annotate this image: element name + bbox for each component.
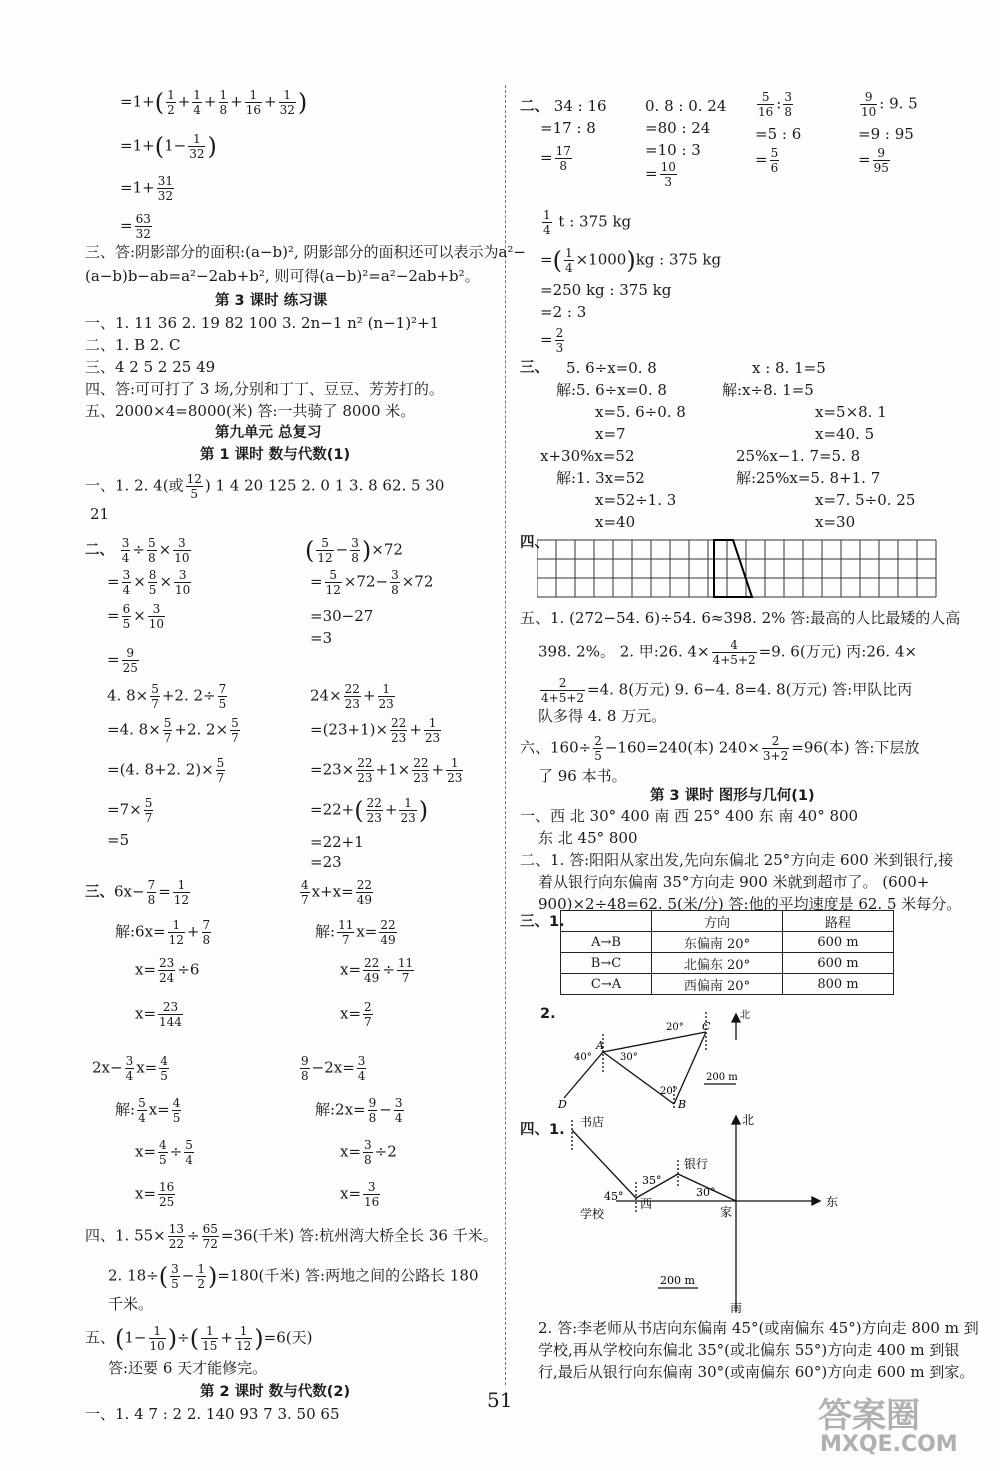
ratio-line: = $\frac{2}{3}$ [540, 326, 564, 355]
eq-line: 25%x−1. 7=5. 8 [736, 447, 861, 465]
eq-line: x=52÷1. 3 [595, 491, 677, 509]
eq-line: 解:2x= $\frac{9}{8}$ − $\frac{3}{4}$ [315, 1096, 403, 1125]
calc-line: =30−27 [310, 607, 374, 625]
eq-line: 三、6x− $\frac{7}{8}$ = $\frac{1}{12}$ [85, 878, 190, 907]
answer-line: 东 北 45° 800 [538, 829, 638, 847]
table-header-cell: 路程 [783, 911, 894, 932]
home-label: 家 [720, 1205, 733, 1219]
angle-label: 45° [604, 1190, 624, 1203]
ratio-line: =80 : 24 [645, 119, 711, 137]
eq-line: x=7. 5÷0. 25 [815, 491, 916, 509]
calc-line: =23 [310, 853, 342, 871]
answer-line: 2. 18÷( $\frac{3}{5}$ − $\frac{1}{2}$ )=180(千米) 答:两地之间的公路长 180 [108, 1262, 479, 1291]
eq-line: x=7 [595, 425, 626, 443]
ratio-line: = $\frac{5}{6}$ [755, 146, 779, 175]
eq-line: x= $\frac{3}{16}$ [340, 1180, 380, 1209]
calc-line: = $\frac{3}{4}$ × $\frac{8}{5}$ × $\frac{3}{10}$ [107, 568, 191, 597]
eq-line: x=5. 6÷0. 8 [595, 403, 686, 421]
calc-line: =1+( $\frac{1}{2}$ + $\frac{1}{4}$ + $\frac{1}{8}$ + $\frac{1}{16}$ + $\frac{1}{32}$ ) [120, 88, 308, 117]
table-row [561, 974, 894, 995]
scale-label: 200 m [706, 1072, 738, 1083]
answer-line: 一、西 北 30° 400 南 西 25° 400 东 南 40° 800 [520, 807, 859, 825]
table-cell: 西偏南 20° [652, 974, 783, 995]
eq-line: 解: $\frac{5}{4}$ x= $\frac{4}{5}$ [115, 1096, 181, 1125]
q4-label: 四、 [520, 535, 549, 551]
eq-line: x= $\frac{22}{49}$ ÷ $\frac{11}{7}$ [340, 956, 414, 985]
ratio-line: =2 : 3 [540, 303, 587, 321]
eq-line: x : 8. 1=5 [752, 359, 826, 377]
eq-line: 解:6x= $\frac{1}{12}$ + $\frac{7}{8}$ [115, 918, 211, 947]
calc-line: =5 [107, 831, 130, 849]
unit9-title: 第九单元 总复习 [215, 425, 322, 441]
eq-line: 解:5. 6÷x=0. 8 [556, 381, 667, 399]
table-cell: B→C [561, 953, 652, 974]
answer-line: 千米。 [108, 1295, 154, 1313]
answer-line: 二、1. B 2. C [85, 336, 181, 354]
eq-line: $\frac{9}{8}$ −2x= $\frac{3}{4}$ [301, 1054, 366, 1083]
eq-line: 2x− $\frac{3}{4}$ x= $\frac{4}{5}$ [92, 1054, 168, 1083]
answer-line: 答:还要 6 天才能修完。 [108, 1359, 268, 1377]
lesson3-title: 第 3 课时 练习课 [215, 293, 328, 309]
ratio-line: 0. 8 : 0. 24 [645, 97, 727, 115]
calc-line: = $\frac{6}{5}$ × $\frac{3}{10}$ [107, 602, 165, 631]
school-label: 学校 [580, 1207, 605, 1221]
answer-line: 2. 答:李老师从书店向东偏南 45°(或南偏东 45°)方向走 800 m 到 [538, 1319, 979, 1337]
calc-line: =1+(1− $\frac{1}{32}$ ) [120, 132, 217, 161]
calc-line: 24× $\frac{22}{23}$ + $\frac{1}{23}$ [310, 682, 394, 711]
eq-line: x=40. 5 [815, 425, 875, 443]
answer-line: 900)×2÷48=62. 5(米/分) 答:他的平均速度是 62. 5 米每分。 [538, 895, 962, 913]
calc-line: =23× $\frac{22}{23}$ +1× $\frac{22}{23}$ + $\frac{1}{23}$ [310, 756, 463, 785]
answer-line: 五、2000×4=8000(米) 答:一共骑了 8000 米。 [85, 402, 416, 420]
point-c-label: C [702, 1020, 711, 1033]
table-cell: 800 m [783, 974, 894, 995]
q3-label: 三、 [520, 360, 549, 376]
table-cell: A→B [561, 932, 652, 953]
answer-line: 21 [90, 505, 110, 523]
calc-line: = $\frac{63}{32}$ [120, 212, 151, 241]
grid-figure [537, 535, 940, 603]
bookstore-label: 书店 [580, 1115, 605, 1129]
ratio-line: =9 : 95 [858, 125, 914, 143]
calc-line: =4. 8× $\frac{5}{7}$ +2. 2× $\frac{5}{7}$ [107, 716, 239, 745]
eq-line: $\frac{4}{7}$ x+x= $\frac{22}{49}$ [301, 878, 372, 907]
eq-line: 5. 6÷x=0. 8 [566, 359, 657, 377]
answer-line: 五、1. (272−54. 6)÷54. 6≈398. 2% 答:最高的人比最矮的人高 [520, 609, 961, 627]
angle-label: 30° [620, 1052, 638, 1063]
answer-line: 六、160÷ $\frac{2}{5}$ −160=240(本) 240× $\frac{2}{3+2}$ =96(本) 答:下层放 [520, 734, 920, 763]
eq-line: x= $\frac{16}{25}$ [135, 1180, 175, 1209]
answer-line: 五、(1− $\frac{1}{10}$ )÷( $\frac{1}{15}$ + $\frac{1}{12}$ )=6(天) [85, 1324, 313, 1353]
angle-label: 40° [574, 1052, 592, 1063]
lesson1-title: 第 1 课时 数与代数(1) [200, 447, 351, 463]
answer-line: 一、1. 4 7 : 2 2. 140 93 7 3. 50 65 [85, 1405, 340, 1423]
eq-line: 解:x÷8. 1=5 [722, 381, 814, 399]
point-d-label: D [558, 1098, 567, 1111]
answer-line: 着从银行向东偏南 35°方向走 900 米就到超市了。 (600+ [538, 873, 930, 891]
watermark-url: MXQE.COM [820, 1432, 958, 1457]
calc-line: =1+ $\frac{31}{32}$ [120, 174, 173, 203]
eq-line: 解:25%x=5. 8+1. 7 [736, 469, 881, 487]
calc-line: ( $\frac{5}{12}$ − $\frac{3}{8}$ )×72 [305, 536, 403, 565]
eq-line: x= $\frac{4}{5}$ ÷ $\frac{5}{4}$ [135, 1138, 193, 1167]
watermark-logo: 答案圈 [818, 1396, 920, 1436]
eq-line: x=40 [595, 513, 636, 531]
answer-line: 四、1. 55× $\frac{13}{22}$ ÷ $\frac{65}{72}$ =36(千米) 答:杭州湾大桥全长 36 千米。 [85, 1222, 498, 1251]
north-label: 北 [742, 1113, 755, 1127]
eq-line: x= $\frac{3}{8}$ ÷2 [340, 1138, 397, 1167]
ratio-line: $\frac{9}{10}$ : 9. 5 [861, 90, 918, 119]
answer-line: 三、4 2 5 2 25 49 [85, 358, 216, 376]
calc-line: =7× $\frac{5}{7}$ [107, 796, 153, 825]
table-header-row [561, 911, 894, 932]
ratio-line: =( $\frac{1}{4}$ ×1000)kg : 375 kg [540, 246, 722, 275]
q4-1-label: 四、1. [520, 1122, 565, 1138]
calc-line: = $\frac{5}{12}$ ×72− $\frac{3}{8}$ ×72 [310, 568, 434, 597]
answer-line: 四、答:可可打了 3 场,分别和丁丁、豆豆、芳芳打的。 [85, 380, 444, 398]
lesson3-geo-title: 第 3 课时 图形与几何(1) [650, 788, 815, 804]
calc-line: 4. 8× $\frac{5}{7}$ +2. 2÷ $\frac{7}{5}$ [107, 682, 227, 711]
calc-line: =22+( $\frac{22}{23}$ + $\frac{1}{23}$ ) [310, 796, 429, 825]
lesson2-title: 第 2 课时 数与代数(2) [200, 1384, 351, 1400]
angle-label: 20° [666, 1022, 684, 1033]
ratio-line: =10 : 3 [645, 141, 701, 159]
q3-text: (a−b)b−ab=a²−2ab+b², 则可得(a−b)²=a²−2ab+b²。 [85, 267, 480, 285]
table-cell: 北偏东 20° [652, 953, 783, 974]
table-cell: 东偏南 20° [652, 932, 783, 953]
table-row [561, 932, 894, 953]
ratio-line: = $\frac{10}{3}$ [645, 160, 676, 189]
point-b-label: B [678, 1098, 687, 1111]
ratio-line: $\frac{1}{4}$ t : 375 kg [543, 208, 632, 237]
eq-line: 解:1. 3x=52 [556, 469, 645, 487]
answer-line: 一、1. 11 36 2. 19 82 100 3. 2n−1 n² (n−1)²+1 [85, 314, 440, 332]
route-diagram-2 [556, 1112, 846, 1318]
scale-label: 200 m [660, 1274, 695, 1287]
route-diagram-1 [556, 1004, 766, 1112]
bank-label: 银行 [684, 1157, 709, 1171]
angle-label: 20° [660, 1086, 678, 1097]
ratio-line: = $\frac{17}{8}$ [540, 144, 571, 173]
q3-text: 三、答:阴影部分的面积:(a−b)², 阴影部分的面积还可以表示为a²− [85, 243, 527, 261]
north-label: 北 [740, 1010, 750, 1021]
direction-table [560, 910, 894, 995]
calc-line: =(23+1)× $\frac{22}{23}$ + $\frac{1}{23}$ [310, 716, 441, 745]
table-cell: 600 m [783, 953, 894, 974]
eq-line: x= $\frac{2}{7}$ [340, 1000, 372, 1029]
calc-line: =22+1 [310, 833, 364, 851]
ratio-line: =17 : 8 [540, 119, 596, 137]
answer-line: 学校,再从学校向东偏北 35°(或北偏东 55°)方向走 400 m 到银 [538, 1341, 960, 1359]
q3-2-label: 2. [540, 1006, 556, 1022]
ratio-line: =250 kg : 375 kg [540, 281, 672, 299]
eq-line: x= $\frac{23}{144}$ [135, 1000, 182, 1029]
q3-1-label: 三、1. [520, 914, 565, 930]
table-row [561, 953, 894, 974]
ratio-line: $\frac{5}{16}$ : $\frac{3}{8}$ [758, 90, 792, 119]
ratio-line: =5 : 6 [755, 125, 802, 143]
calc-line: =3 [310, 629, 333, 647]
column-divider [505, 85, 506, 1385]
eq-line: 解: $\frac{11}{7}$ x= $\frac{22}{49}$ [315, 918, 396, 947]
west-label: 西 [640, 1197, 653, 1211]
answer-line: 队多得 4. 8 万元。 [538, 707, 667, 725]
eq-line: x=5×8. 1 [815, 403, 887, 421]
east-label: 东 [826, 1195, 839, 1209]
table-header-cell: 方向 [652, 911, 783, 932]
ratio-line: 二、 34 : 16 [520, 97, 607, 115]
eq-line: x=30 [815, 513, 856, 531]
answer-line: 行,最后从银行向东偏南 30°(或南偏东 60°)方向走 600 m 到家。 [538, 1363, 975, 1381]
ratio-line: = $\frac{9}{95}$ [858, 146, 889, 175]
table-header-cell [561, 911, 652, 932]
calc-line: 二、 $\frac{3}{4}$ ÷ $\frac{5}{8}$ × $\frac{3}{10}$ [85, 536, 190, 565]
page-number: 51 [487, 1388, 513, 1412]
answer-line: 了 96 本书。 [538, 767, 627, 785]
eq-line: x= $\frac{23}{24}$ ÷6 [135, 956, 200, 985]
calc-line: =(4. 8+2. 2)× $\frac{5}{7}$ [107, 756, 225, 785]
answer-line: 二、1. 答:阳阳从家出发,先向东偏北 25°方向走 600 米到银行,接 [520, 851, 954, 869]
eq-line: x+30%x=52 [540, 447, 635, 465]
calc-line: = $\frac{9}{25}$ [107, 646, 138, 675]
table-cell: C→A [561, 974, 652, 995]
angle-label: 30° [696, 1186, 716, 1199]
south-label: 南 [730, 1301, 743, 1315]
angle-label: 35° [642, 1174, 662, 1187]
answer-line: 398. 2%。 2. 甲:26. 4× $\frac{4}{4+5+2}$ =9. 6(万元) 丙:26. 4× [538, 638, 918, 667]
table-cell: 600 m [783, 932, 894, 953]
point-a-label: A [596, 1039, 604, 1052]
answer-line: $\frac{2}{4+5+2}$ =4. 8(万元) 9. 6−4. 8=4. 8(万元) 答:甲队比丙 [541, 676, 913, 705]
answer-line: 一、1. 2. 4(或 $\frac{12}{5}$ ) 1 4 20 125 2. 0 1 3. 8 62. 5 30 [85, 472, 445, 501]
